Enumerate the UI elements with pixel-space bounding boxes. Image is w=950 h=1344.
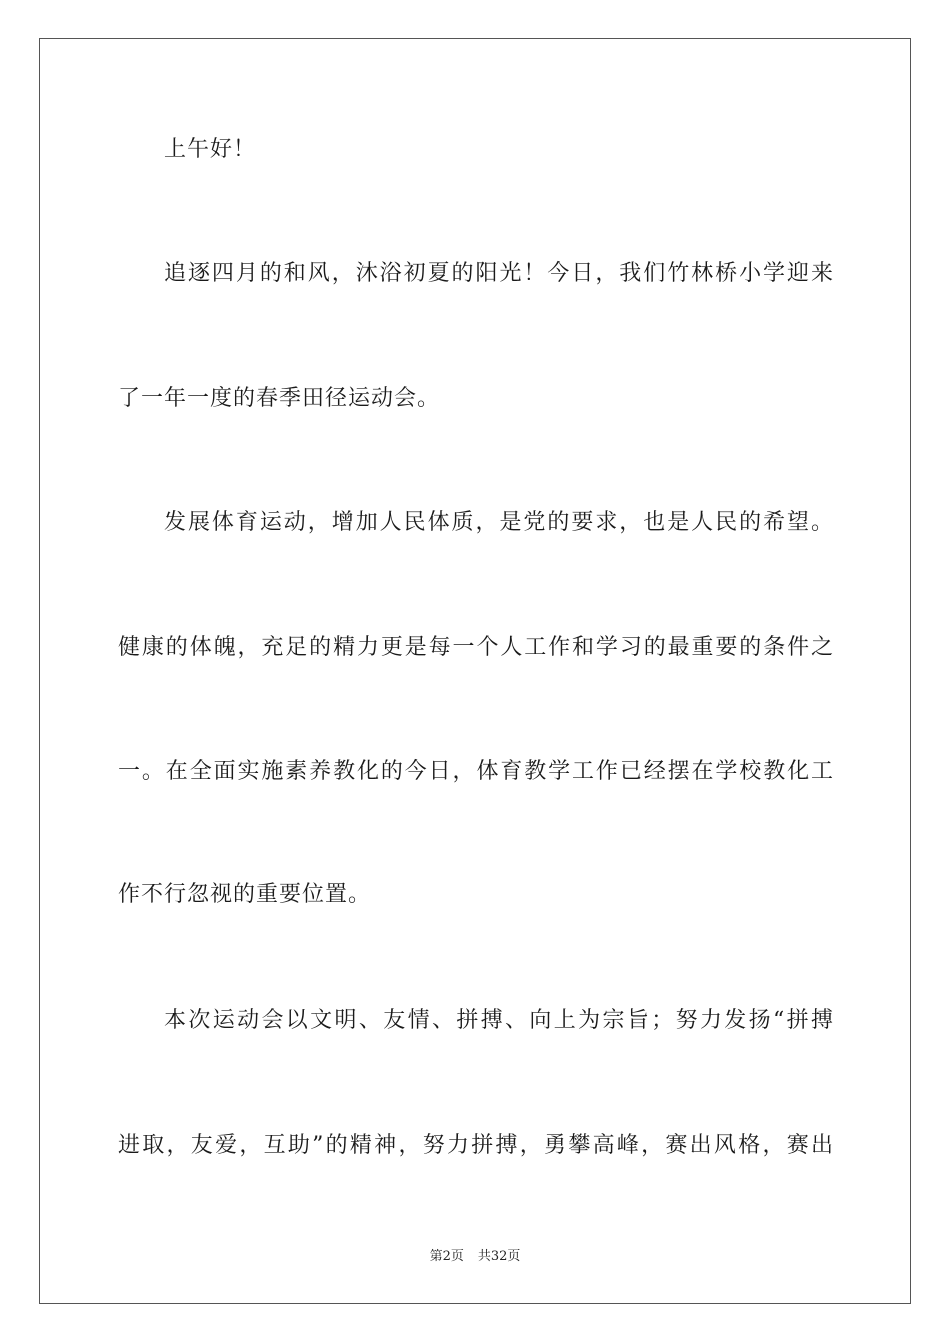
- page-footer: [0, 1248, 950, 1266]
- paragraph-2-line-4: 作不行忽视的重要位置。: [118, 882, 372, 907]
- paragraph-2-line-1: 发展体育运动，增加人民体质，是党的要求，也是人民的希望。: [164, 510, 834, 535]
- greeting-line: 上午好！: [164, 137, 257, 162]
- paragraph-1-line-2: 了一年一度的春季田径运动会。: [118, 386, 441, 411]
- page-border: [39, 38, 911, 1304]
- paragraph-2-line-2: 健康的体魄，充足的精力更是每一个人工作和学习的最重要的条件之: [118, 635, 834, 660]
- page-total: 共32页: [477, 1249, 521, 1264]
- page-number: 第2页: [429, 1249, 464, 1264]
- paragraph-2-line-3: 一。在全面实施素养教化的今日，体育教学工作已经摆在学校教化工: [118, 759, 834, 784]
- paragraph-1-line-1: 追逐四月的和风，沐浴初夏的阳光！今日，我们竹林桥小学迎来: [164, 261, 834, 286]
- paragraph-3-line-2: 进取，友爱，互助”的精神，努力拼搏，勇攀高峰，赛出风格，赛出: [118, 1133, 834, 1158]
- paragraph-3-line-1: 本次运动会以文明、友情、拼搏、向上为宗旨；努力发扬“拼搏: [164, 1008, 834, 1033]
